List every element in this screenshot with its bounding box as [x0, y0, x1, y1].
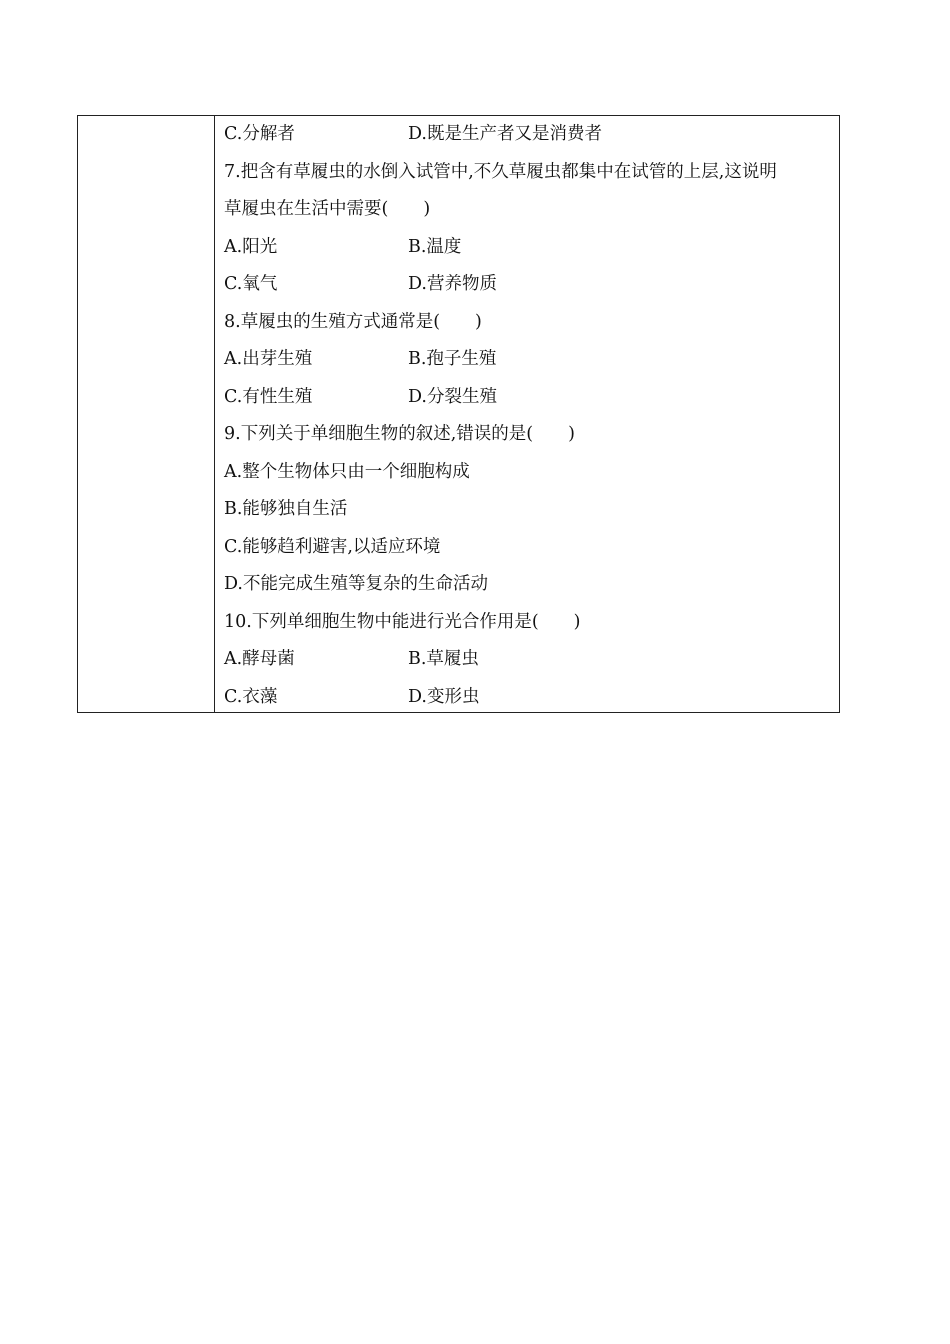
question-stem: 9.下列关于单细胞生物的叙述,错误的是( ) [224, 424, 575, 444]
table-left-cell [78, 116, 215, 712]
option-left: A.阳光 [224, 236, 278, 257]
option-right: B.孢子生殖 [408, 349, 497, 369]
table-right-cell [215, 116, 839, 712]
question-stem: 10.下列单细胞生物中能进行光合作用是( ) [224, 611, 581, 632]
question-line [224, 679, 839, 717]
option-line: D.不能完成生殖等复杂的生命活动 [224, 574, 488, 594]
question-line [224, 229, 839, 267]
option-left: C.分解者 [224, 124, 295, 144]
option-left: A.酵母菌 [224, 649, 295, 669]
question-line [224, 116, 839, 154]
question-line [224, 266, 839, 304]
question-line [224, 379, 839, 417]
option-left: C.衣藻 [224, 686, 278, 707]
question-table [77, 115, 840, 713]
question-stem: 8.草履虫的生殖方式通常是( ) [224, 311, 482, 332]
option-left: A.出芽生殖 [224, 349, 313, 369]
option-left: C.有性生殖 [224, 386, 313, 407]
question-line [224, 341, 839, 379]
option-left: C.氧气 [224, 274, 278, 294]
option-right: D.变形虫 [408, 686, 480, 707]
option-line: C.能够趋利避害,以适应环境 [224, 536, 441, 557]
question-stem: 7.把含有草履虫的水倒入试管中,不久草履虫都集中在试管的上层,这说明 [224, 161, 777, 182]
option-right: B.草履虫 [408, 649, 479, 669]
option-right: D.营养物质 [408, 274, 497, 294]
option-line: B.能够独自生活 [224, 499, 348, 519]
question-stem: 草履虫在生活中需要( ) [224, 199, 431, 219]
option-right: D.既是生产者又是消费者 [408, 124, 602, 144]
option-line: A.整个生物体只由一个细胞构成 [224, 461, 470, 482]
option-right: B.温度 [408, 236, 462, 257]
question-line [224, 641, 839, 679]
option-right: D.分裂生殖 [408, 386, 497, 407]
